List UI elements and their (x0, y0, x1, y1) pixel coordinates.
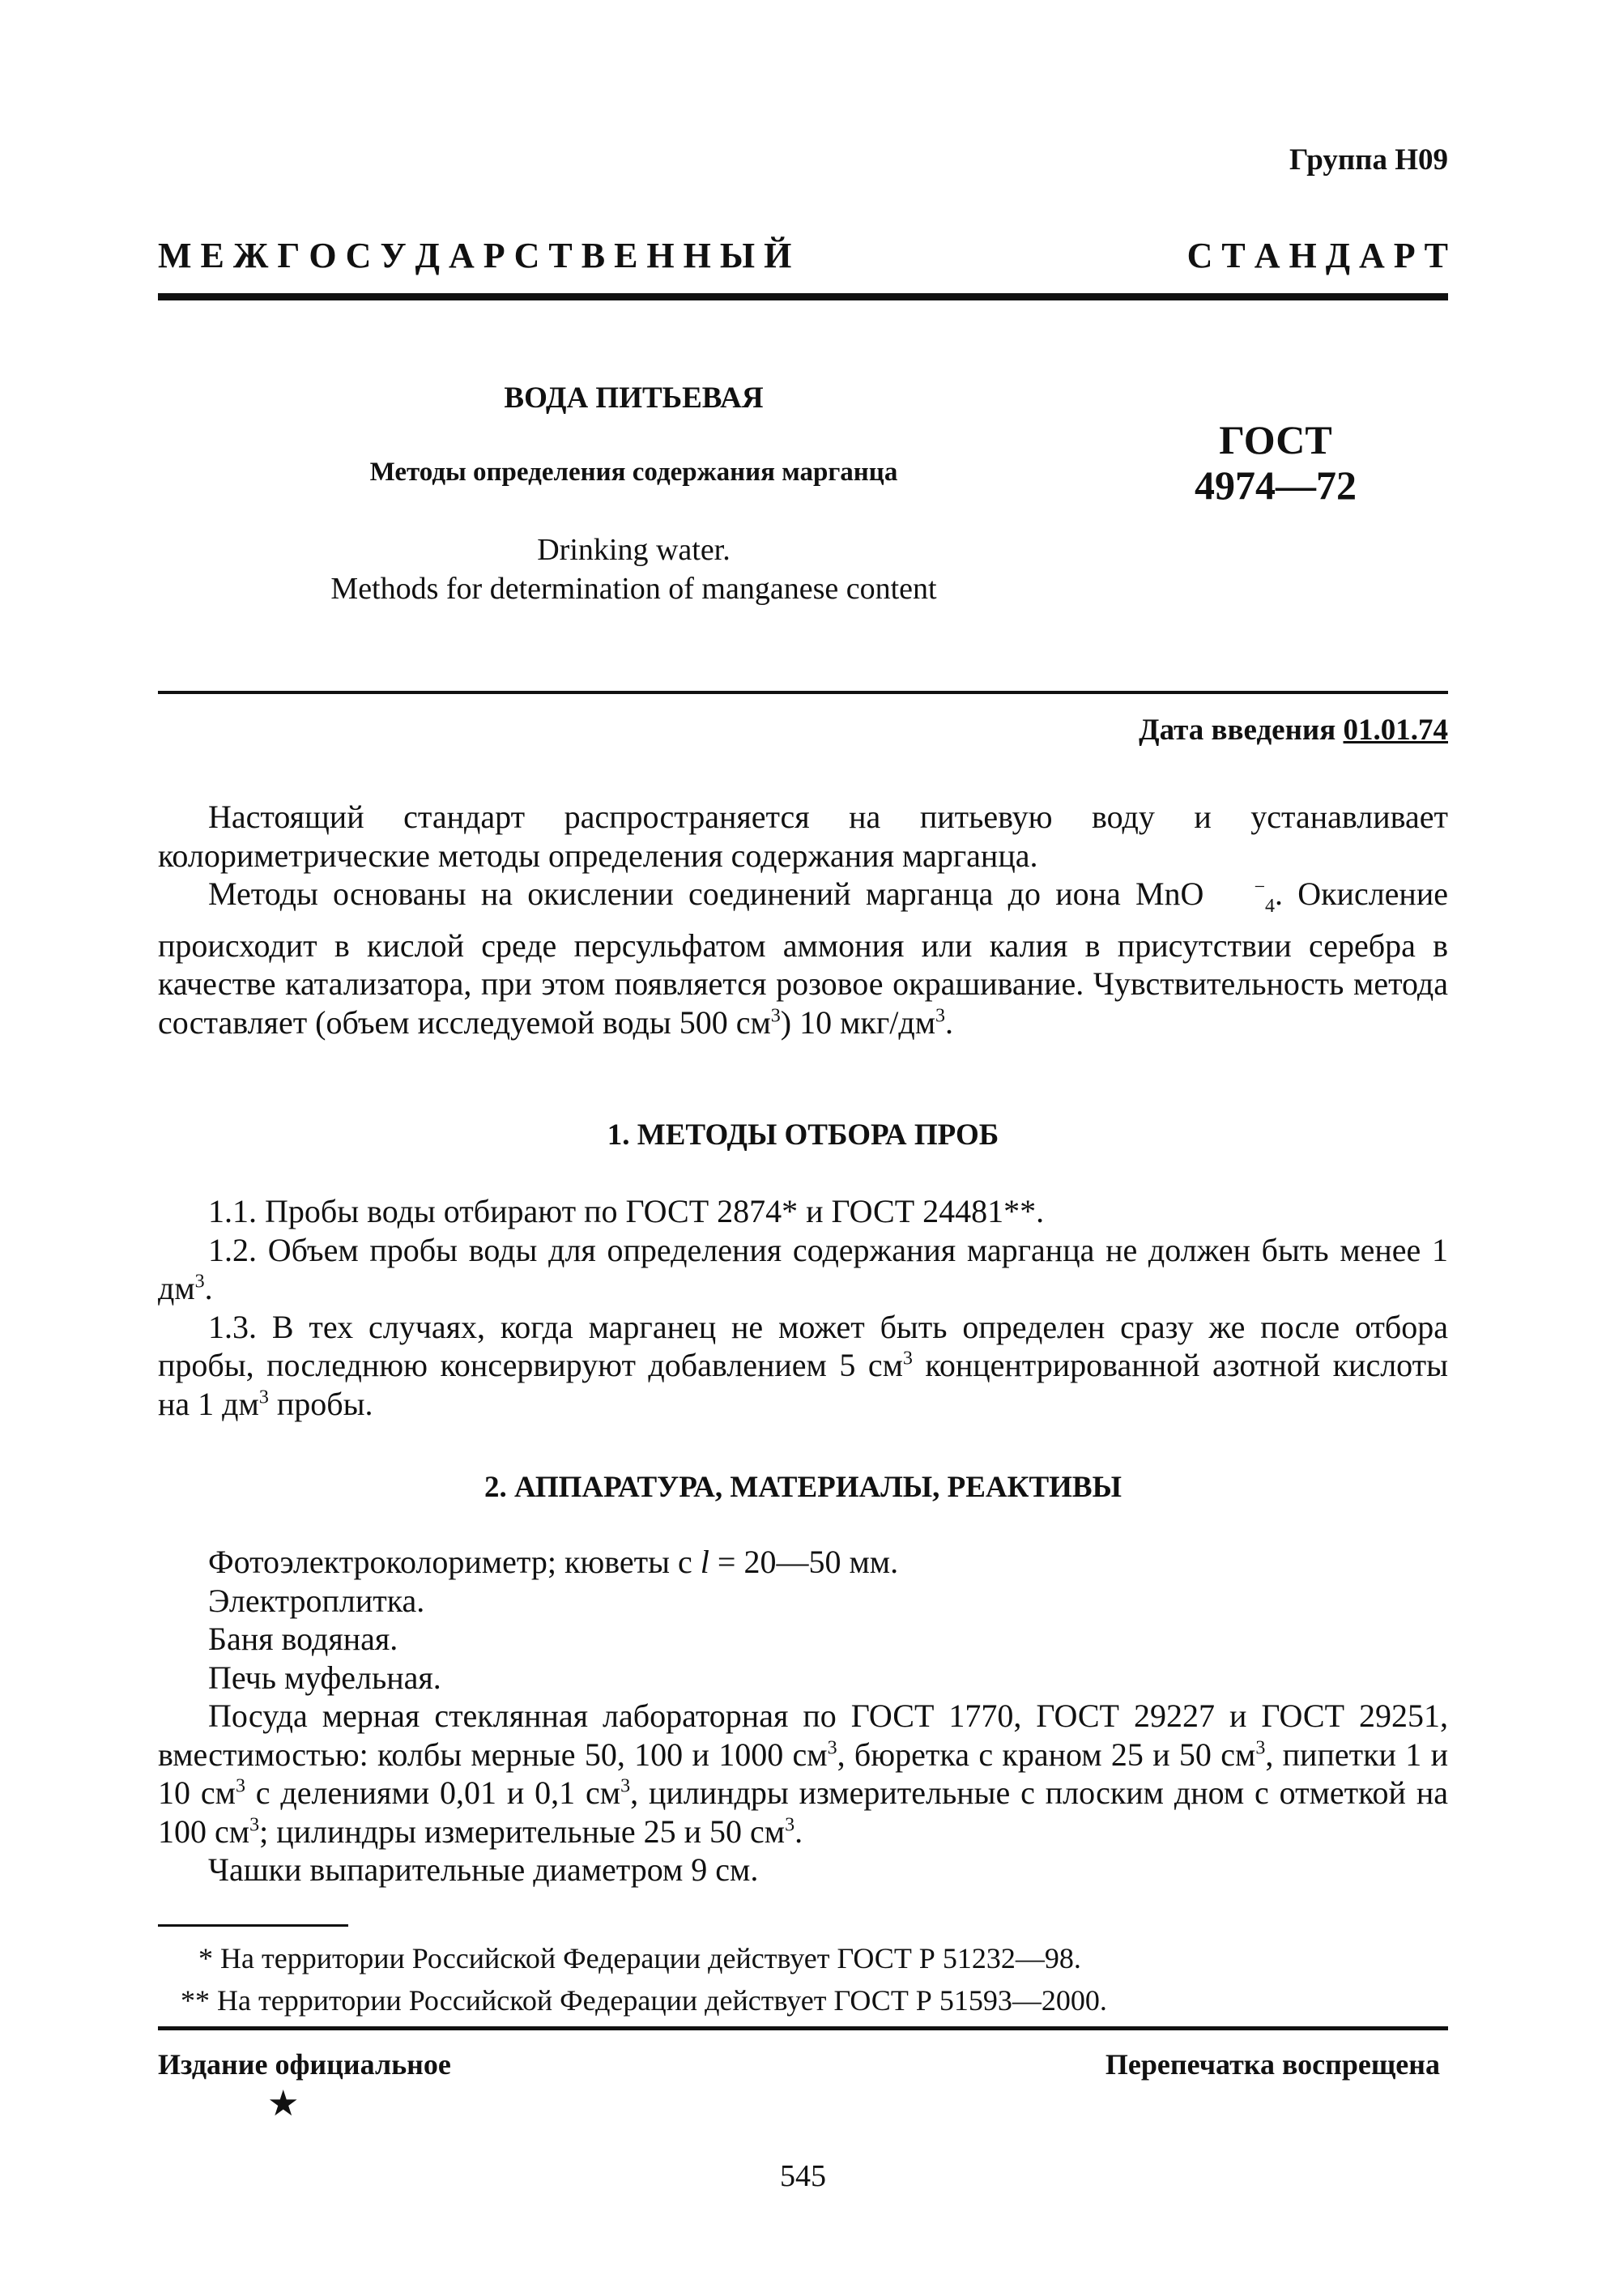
footer-rule (158, 2026, 1448, 2030)
section-1-text (158, 1192, 1448, 1423)
item-glassware-text-b: , бюретка с краном 25 и 50 см (837, 1736, 1256, 1773)
english-title (158, 530, 1110, 608)
item-muffle-furnace: Печь муфельная. (208, 1659, 441, 1696)
title-rule (158, 691, 1448, 694)
item-glassware-text-c: , пипетки 1 и 10 см (158, 1736, 1449, 1811)
footnotes (158, 1937, 1448, 2021)
item-water-bath: Баня водяная. (208, 1621, 398, 1657)
sup-3: 3 (258, 1387, 269, 1408)
banner-word-standard: С Т А Н Д А Р Т (1186, 236, 1448, 275)
intro-p2-text-c: ) 10 мкг/дм (780, 1003, 936, 1041)
clause-1-2 (158, 1231, 1448, 1308)
standard-banner (158, 235, 1448, 276)
sup-3: 3 (827, 1737, 837, 1759)
intro-p2-text-b: . Окисление происходит в кислой среде персульфатом аммония или калия в присутствии серебра в качестве катализатора, при этом появляется розовое окрашивание. Чувствительность метода составляет (объем исследуемой воды 500 см (158, 875, 1448, 1041)
introduction-date (1139, 713, 1448, 748)
item-glassware-text-d: с делениями 0,01 и 0,1 см (245, 1774, 621, 1811)
star-icon: ★ (267, 2084, 300, 2123)
item-evaporating-dishes: Чашки выпарительные диаметром 9 см. (208, 1851, 759, 1888)
section-2-heading: 2. АППАРАТУРА, МАТЕРИАЛЫ, РЕАКТИВЫ (484, 1471, 1122, 1504)
ion-charge: − (1254, 876, 1265, 898)
document-subtitle: Методы определения содержания марганца (369, 458, 898, 487)
sup-3: 3 (249, 1814, 260, 1836)
clause-1-3 (158, 1308, 1448, 1424)
footnote-rule (158, 1924, 348, 1927)
reprint-prohibited: Перепечатка воспрещена (1105, 2048, 1440, 2081)
intro-paragraph-1: Настоящий стандарт распространяется на питьевую воду и устанавливает колориметрические методы определения содержания марганца. (158, 799, 1448, 874)
clause-1-1: 1.1. Пробы воды отбирают по ГОСТ 2874* и ГОСТ 24481**. (208, 1193, 1045, 1229)
section-2-text (158, 1543, 1448, 1889)
clause-1-3-text-a: 1.3. В тех случаях, когда марганец не может быть определен сразу же после отбора пробы, последнюю консервируют добавлением 5 см (158, 1308, 1448, 1383)
sup-3: 3 (935, 1005, 946, 1027)
sup-3: 3 (194, 1271, 205, 1293)
clause-1-2-text-a: 1.2. Объем пробы воды для определения содержания марганца не должен быть менее 1 дм (158, 1231, 1448, 1306)
item-photometer (158, 1543, 1448, 1582)
english-title-line1: Drinking water. (537, 533, 731, 567)
item-photometer-text-a: Фотоэлектроколориметр; кюветы с (208, 1544, 701, 1580)
clause-1-3-text-c: пробы. (268, 1385, 373, 1422)
sup-3: 3 (1255, 1737, 1266, 1759)
section-1-heading: 1. МЕТОДЫ ОТБОРА ПРОБ (607, 1118, 999, 1152)
item-glassware (158, 1697, 1448, 1851)
group-code: Группа Н09 (1289, 143, 1448, 177)
intro-text (158, 798, 1448, 1042)
page-number: 545 (780, 2159, 826, 2193)
official-edition: Издание официальное (158, 2048, 451, 2081)
gost-label: ГОСТ (1219, 417, 1332, 462)
intro-p2-text-d: . (945, 1003, 954, 1041)
item-photometer-text-b: = 20—50 мм. (709, 1544, 899, 1580)
document-title: ВОДА ПИТЬЕВАЯ (504, 381, 764, 415)
item-glassware-text-f: ; цилиндры измерительные 25 и 50 см (259, 1813, 786, 1850)
sup-3: 3 (620, 1775, 631, 1797)
intro-p2-text-a: Методы основаны на окислении соединений марганца до иона MnO (208, 875, 1204, 912)
item-glassware-text-e: , цилиндры измерительные с плоским дном с отметкой на 100 см (158, 1774, 1448, 1850)
permanganate-ion-indices (1203, 875, 1275, 926)
sup-3: 3 (785, 1814, 795, 1836)
item-glassware-text-g: . (794, 1813, 803, 1850)
item-glassware-text-a: Посуда мерная стеклянная лабораторная по ГОСТ 1770, ГОСТ 29227 и ГОСТ 29251, вместимостью: колбы мерные 50, 100 и 1000 см (158, 1698, 1448, 1773)
intro-paragraph-2 (158, 875, 1448, 1042)
clause-1-2-text-b: . (204, 1270, 213, 1306)
gost-designation (1158, 417, 1393, 508)
item-hotplate: Электроплитка. (208, 1582, 425, 1619)
clause-1-3-text-b: концентрированной азотной кислоты на 1 дм (158, 1347, 1448, 1422)
gost-number: 4974—72 (1195, 462, 1357, 508)
date-label: Дата введения (1139, 714, 1336, 747)
banner-word-interstate: М Е Ж Г О С У Д А Р С Т В Е Н Н Ы Й (158, 236, 792, 275)
sup-3: 3 (902, 1348, 913, 1370)
footnote-1: * На территории Российской Федерации действует ГОСТ Р 51232—98. (198, 1942, 1081, 1974)
ion-subscript: 4 (1265, 896, 1275, 917)
date-value: 01.01.74 (1343, 714, 1448, 747)
item-photometer-l: l (700, 1544, 709, 1580)
english-title-line2: Methods for determination of manganese content (330, 572, 937, 606)
banner-rule (158, 293, 1448, 300)
footnote-2: ** На территории Российской Федерации действует ГОСТ Р 51593—2000. (181, 1984, 1107, 2017)
sup-3: 3 (235, 1775, 245, 1797)
sup-3: 3 (770, 1005, 781, 1027)
